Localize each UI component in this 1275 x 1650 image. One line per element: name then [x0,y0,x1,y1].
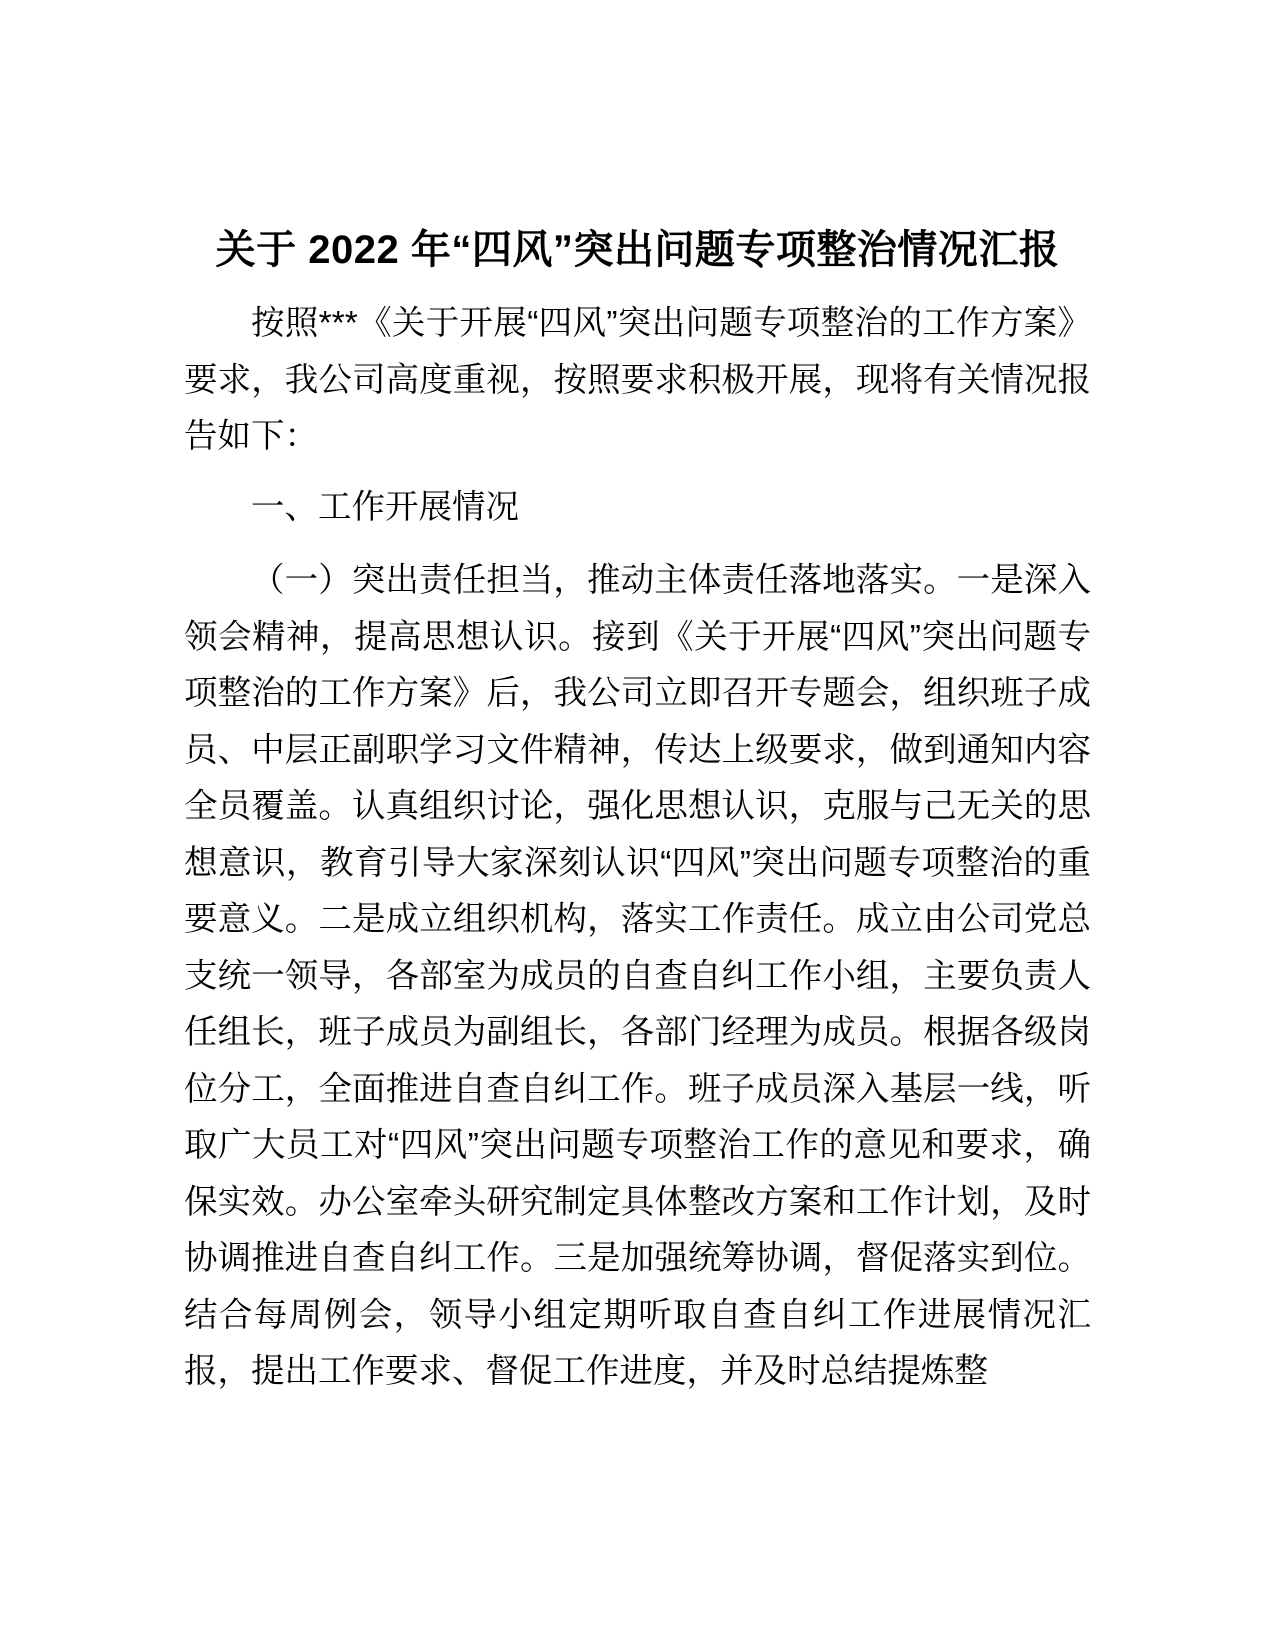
intro-paragraph: 按照***《关于开展“四风”突出问题专项整治的工作方案》要求，我公司高度重视，按照要求积极开展，现将有关情况报告如下： [184,305,1091,455]
document-title: 关于 2022 年“四风”突出问题专项整治情况汇报 [215,228,1060,272]
body-paragraph: （一）突出责任担当，推动主体责任落地落实。一是深入领会精神，提高思想认识。接到《关于开展“四风”突出问题专项整治的工作方案》后，我公司立即召开专题会，组织班子成员、中层正副职学习文件精神，传达上级要求，做到通知内容全员覆盖。认真组织讨论，强化思想认识，克服与己无关的思想意识，教育引导大家深刻认识“四风”突出问题专项整治的重要意义。二是成立组织机构，落实工作责任。成立由公司党总支统一领导，各部室为成员的自查自纠工作小组，主要负责人任组长，班子成员为副组长，各部门经理为成员。根据各级岗位分工，全面推进自查自纠工作。班子成员深入基层一线，听取广大员工对“四风”突出问题专项整治工作的意见和要求，确保实效。办公室牵头研究制定具体整改方案和工作计划，及时协调推进自查自纠工作。三是加强统筹协调，督促落实到位。结合每周例会，领导小组定期听取自查自纠工作进展情况汇报，提出工作要求、督促工作进度，并及时总结提炼整 [184,562,1091,1390]
section-heading: 一、工作开展情况 [251,488,519,526]
